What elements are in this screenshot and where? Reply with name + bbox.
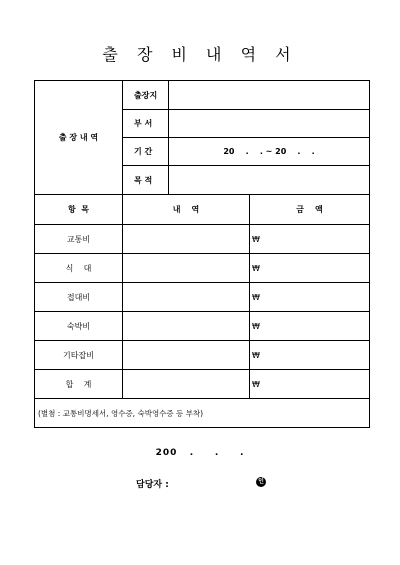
destination-label: 출장지 bbox=[123, 81, 169, 110]
destination-field[interactable] bbox=[169, 81, 370, 110]
department-label: 부 서 bbox=[123, 110, 169, 138]
detail-entertainment-field[interactable] bbox=[123, 283, 250, 312]
won-symbol: ₩ bbox=[252, 234, 260, 244]
purpose-field[interactable] bbox=[169, 166, 370, 195]
attachment-note: (별첨 : 교통비명세서, 영수증, 숙박영수증 등 부착) bbox=[35, 399, 370, 428]
won-symbol: ₩ bbox=[252, 350, 260, 360]
won-symbol: ₩ bbox=[252, 379, 260, 389]
detail-lodging-field[interactable] bbox=[123, 312, 250, 341]
item-total: 합 계 bbox=[35, 370, 123, 399]
detail-misc-field[interactable] bbox=[123, 341, 250, 370]
report-date: 200 . . . bbox=[155, 448, 245, 458]
amount-entertainment-field[interactable] bbox=[250, 283, 370, 312]
won-symbol: ₩ bbox=[252, 292, 260, 302]
document-title: 출 장 비 내 역 서 bbox=[102, 45, 298, 64]
detail-meals-field[interactable] bbox=[123, 254, 250, 283]
amount-total-field[interactable] bbox=[250, 370, 370, 399]
item-lodging: 숙박비 bbox=[35, 312, 123, 341]
won-symbol: ₩ bbox=[252, 321, 260, 331]
table-row bbox=[35, 312, 370, 341]
table-row bbox=[35, 225, 370, 254]
department-field[interactable] bbox=[169, 110, 370, 138]
purpose-label: 목 적 bbox=[123, 166, 169, 195]
period-label: 기 간 bbox=[123, 138, 169, 166]
detail-column-header: 내 역 bbox=[123, 195, 250, 225]
table-row bbox=[35, 370, 370, 399]
detail-total-field[interactable] bbox=[123, 370, 250, 399]
item-transport: 교통비 bbox=[35, 225, 123, 254]
item-column-header: 항 목 bbox=[35, 195, 123, 225]
signature-label: 담당자 : bbox=[136, 480, 169, 490]
trip-details-label: 출 장 내 역 bbox=[35, 81, 123, 195]
period-field[interactable]: 20 . . ~ 20 . . bbox=[169, 138, 370, 166]
seal-icon: 인 bbox=[256, 477, 266, 487]
detail-transport-field[interactable] bbox=[123, 225, 250, 254]
item-entertainment: 접대비 bbox=[35, 283, 123, 312]
table-row bbox=[35, 254, 370, 283]
table-row bbox=[35, 341, 370, 370]
won-symbol: ₩ bbox=[252, 263, 260, 273]
amount-transport-field[interactable] bbox=[250, 225, 370, 254]
item-misc: 기타잡비 bbox=[35, 341, 123, 370]
amount-misc-field[interactable] bbox=[250, 341, 370, 370]
item-meals: 식 대 bbox=[35, 254, 123, 283]
expense-report-form bbox=[34, 80, 370, 428]
amount-lodging-field[interactable] bbox=[250, 312, 370, 341]
amount-column-header: 금 액 bbox=[250, 195, 370, 225]
table-row bbox=[35, 283, 370, 312]
amount-meals-field[interactable] bbox=[250, 254, 370, 283]
